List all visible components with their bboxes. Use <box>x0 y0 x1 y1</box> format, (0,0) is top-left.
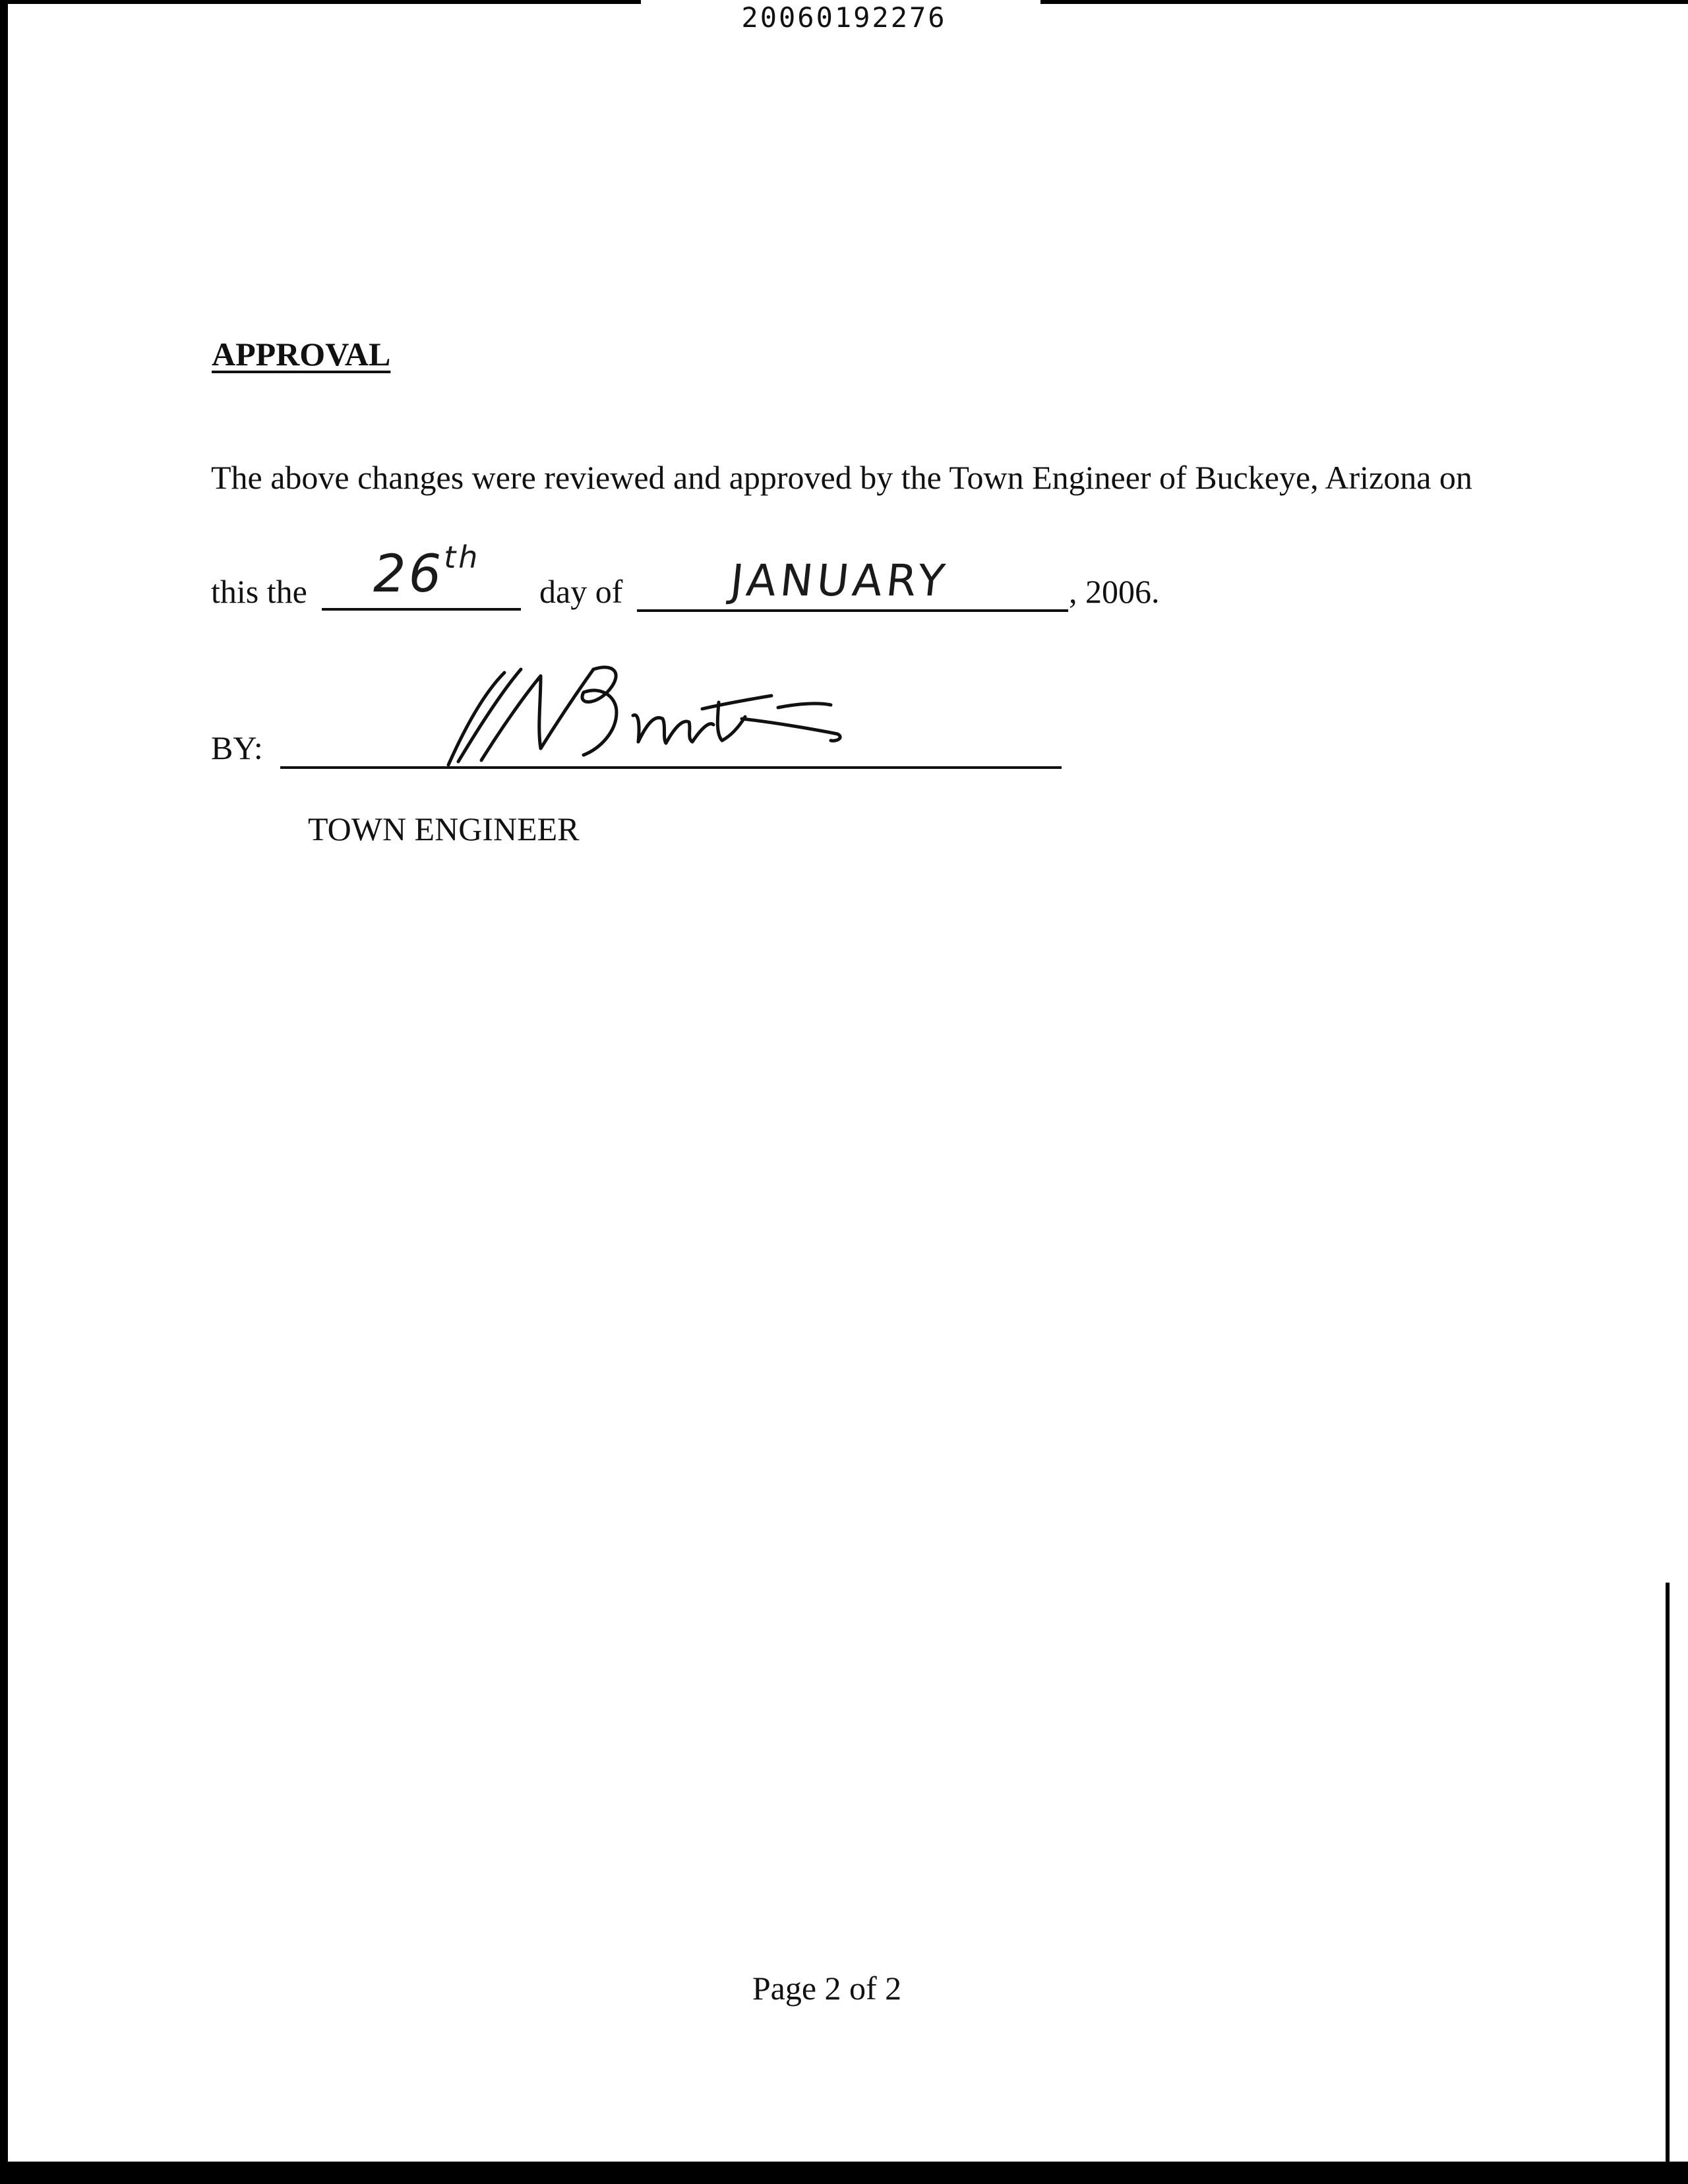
signer-title: TOWN ENGINEER <box>308 810 580 847</box>
by-label: BY: <box>211 729 263 766</box>
day-blank-line <box>322 608 521 611</box>
page-number-text: Page 2 of 2 <box>752 1970 902 2007</box>
scan-border-right <box>1666 1583 1670 2163</box>
date-middle-text: day of <box>539 573 623 610</box>
date-prefix: this the <box>211 573 307 610</box>
handwritten-day-suffix: th <box>444 539 481 575</box>
section-heading: APPROVAL <box>212 336 391 373</box>
scan-border-bottom <box>0 2162 1688 2184</box>
handwritten-day <box>373 539 480 604</box>
page-number <box>0 1969 1688 2007</box>
handwritten-signature <box>442 656 877 775</box>
scan-border-left <box>0 0 8 2184</box>
handwritten-month: JANUARY <box>727 555 951 606</box>
date-year: , 2006. <box>1069 573 1160 610</box>
recording-number: 20060192276 <box>741 1 947 34</box>
month-blank-line <box>637 609 1068 612</box>
handwritten-day-number: 26 <box>373 545 444 604</box>
approval-statement: The above changes were reviewed and approved by the Town Engineer of Buckeye, Arizona on <box>211 459 1472 496</box>
